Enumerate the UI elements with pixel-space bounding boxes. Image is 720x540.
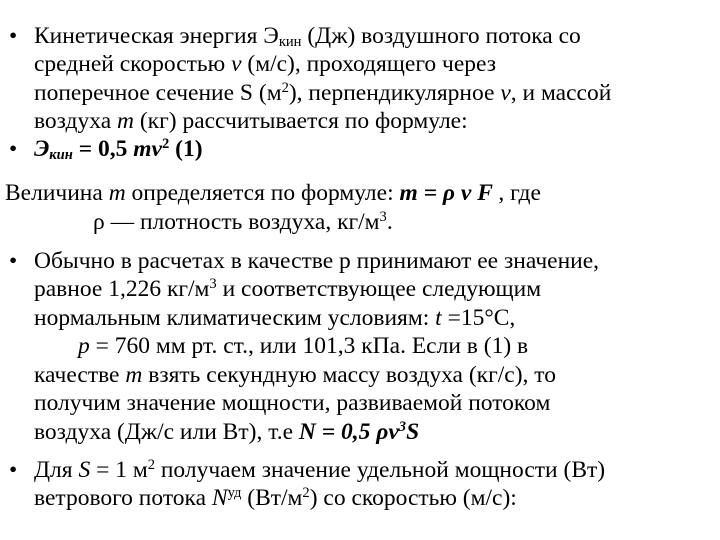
text: , и массой [510,80,612,106]
var-mv: mv [133,136,162,162]
text: Э [34,136,50,162]
para-5-line-5 [34,361,556,389]
text: S [406,419,420,445]
var-m: m [108,180,126,206]
text: Кинетическая энергия Э [34,23,279,49]
superscript: 3 [209,276,217,292]
text: . [386,209,393,235]
text: N = 0,5 ρv [298,419,399,445]
text: ветрового потока [34,485,212,511]
text: поперечное сечение S (м [34,80,282,106]
para-1-text [34,22,581,50]
bullet: • [9,248,18,274]
mass-formula: m = ρ v F [399,180,499,206]
para-5-line-3 [34,304,515,332]
text: (Дж) воздушного потока со [301,23,581,49]
formula-1 [34,135,203,163]
density-definition-line [93,208,393,236]
var-m: m [117,108,134,134]
subscript: кин [49,146,73,163]
para-1-line-3 [34,79,611,107]
var-n: N [211,485,228,511]
bullet: • [9,23,18,49]
subscript: кин [278,33,302,50]
text: (кг) рассчитывается по формуле: [133,108,468,134]
text: получим значение мощности, развиваемой потоком [34,390,551,416]
para-1-line-2 [34,50,496,78]
text: Обычно в расчетах в качестве р принимают ее значение, [34,248,600,274]
var-s: S [78,457,91,483]
text: =15°С, [441,305,516,331]
text: , где [498,180,541,206]
superscript: 2 [162,136,170,152]
text: ) со скоростью (м/с): [309,485,517,511]
superscript: 3 [379,209,387,225]
var-v: v [500,80,511,106]
bullet: • [9,457,18,483]
text: воздуха (Дж/с или Вт), т.е [34,419,299,445]
superscript: 3 [398,419,407,435]
var-m: m [125,362,143,388]
para-6-line-2 [34,484,517,512]
text: равное 1,226 кг/м [34,276,210,302]
text: качестве [34,362,126,388]
text: получаем значение удельной мощности (Вт) [154,457,606,483]
power-formula [299,419,419,445]
text: Величина [5,180,109,206]
text: (м/с), проходящего через [241,51,496,77]
text: ), перпендикулярное [288,80,501,106]
text: = 0,5 [72,136,134,162]
para-1-line-4 [34,107,468,135]
text: взять секундную массу воздуха (кг/с), то [142,362,556,388]
para-5-line-2 [34,275,541,303]
para-5-line-7 [34,418,419,446]
text: воздуха [34,108,117,134]
superscript: 2 [281,80,289,96]
superscript: 2 [302,485,310,501]
para-5-line-6 [34,389,550,417]
text: средней скоростью [34,51,232,77]
para-5-line-4 [78,332,528,360]
superscript: уд [227,485,242,501]
text: нормальным климатическим условиям: [34,305,436,331]
superscript: 2 [147,457,155,473]
equation-number: (1) [169,136,203,162]
text: = 1 м [90,457,148,483]
var-p: p [78,333,90,359]
para-6-text [34,456,605,484]
mass-definition-line [5,179,541,207]
text: (Вт/м [241,485,303,511]
bullet: • [9,136,18,162]
var-v: v [231,51,242,77]
text: определяется по формуле: [125,180,400,206]
text: = 760 мм рт. ст., или 101,3 кПа. Если в (1) в [89,333,529,359]
text: ρ — плотность воздуха, кг/м [93,209,380,235]
text: Для [34,457,79,483]
var-t: t [435,305,442,331]
text: и соответствующее следующим [216,276,542,302]
